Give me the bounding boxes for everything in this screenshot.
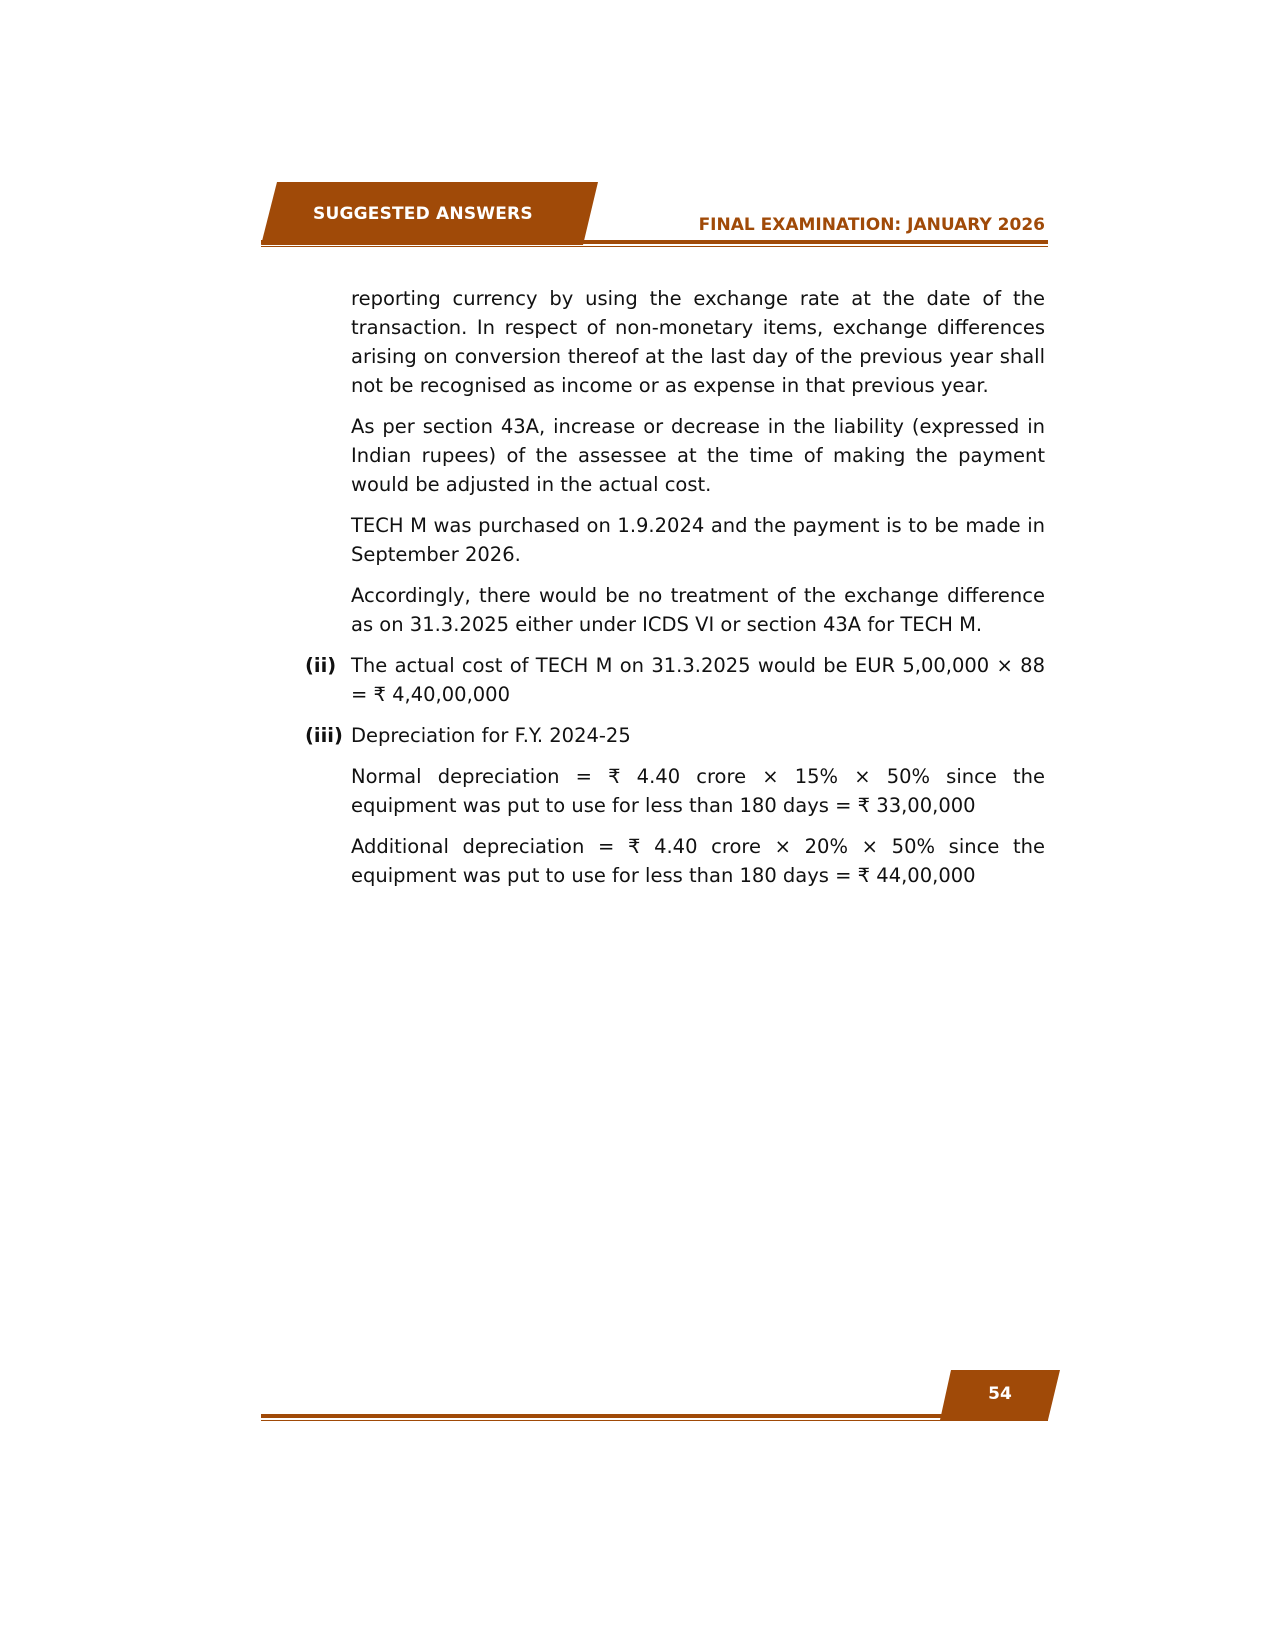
header-rule-thin xyxy=(261,246,1048,247)
item-text-iii: Depreciation for F.Y. 2024-25 xyxy=(351,724,631,747)
header-rule xyxy=(261,240,1048,244)
footer-rule xyxy=(261,1414,1048,1418)
exam-title: FINAL EXAMINATION: JANUARY 2026 xyxy=(698,215,1045,235)
paragraph-additional-depreciation: Additional depreciation = ₹ 4.40 crore × 20% × 50% since the equipment was put to use for less than 180 days = ₹ 44,00,000 xyxy=(351,835,1045,887)
header-tab-label: SUGGESTED ANSWERS xyxy=(313,204,533,224)
paragraph-tech-m-purchase: TECH M was purchased on 1.9.2024 and the payment is to be made in September 2026. xyxy=(351,514,1045,566)
page-content xyxy=(305,284,1045,902)
paragraph-reporting-currency: reporting currency by using the exchange rate at the date of the transaction. In respect of non-monetary items, exchange differences arising on conversion thereof at the last day of the previous year shall not be recognised as income or as expense in that previous year. xyxy=(351,287,1045,397)
item-number-iii: (iii) xyxy=(305,724,343,747)
item-text-ii: The actual cost of TECH M on 31.3.2025 would be EUR 5,00,000 × 88 = ₹ 4,40,00,000 xyxy=(351,654,1045,706)
header-tab xyxy=(261,182,598,245)
paragraph-normal-depreciation: Normal depreciation = ₹ 4.40 crore × 15% × 50% since the equipment was put to use for less than 180 days = ₹ 33,00,000 xyxy=(351,765,1045,817)
item-number-ii: (ii) xyxy=(305,654,337,677)
footer-rule-thin xyxy=(261,1420,1048,1421)
page-number: 54 xyxy=(988,1384,1012,1404)
paragraph-no-treatment: Accordingly, there would be no treatment of the exchange difference as on 31.3.2025 either under ICDS VI or section 43A for TECH M. xyxy=(351,584,1045,636)
list-item-iii xyxy=(305,721,1045,750)
paragraph-section-43a: As per section 43A, increase or decrease in the liability (expressed in Indian rupees) of the assessee at the time of making the payment would be adjusted in the actual cost. xyxy=(351,415,1045,496)
list-item-ii xyxy=(305,651,1045,709)
footer-tab xyxy=(940,1370,1060,1420)
